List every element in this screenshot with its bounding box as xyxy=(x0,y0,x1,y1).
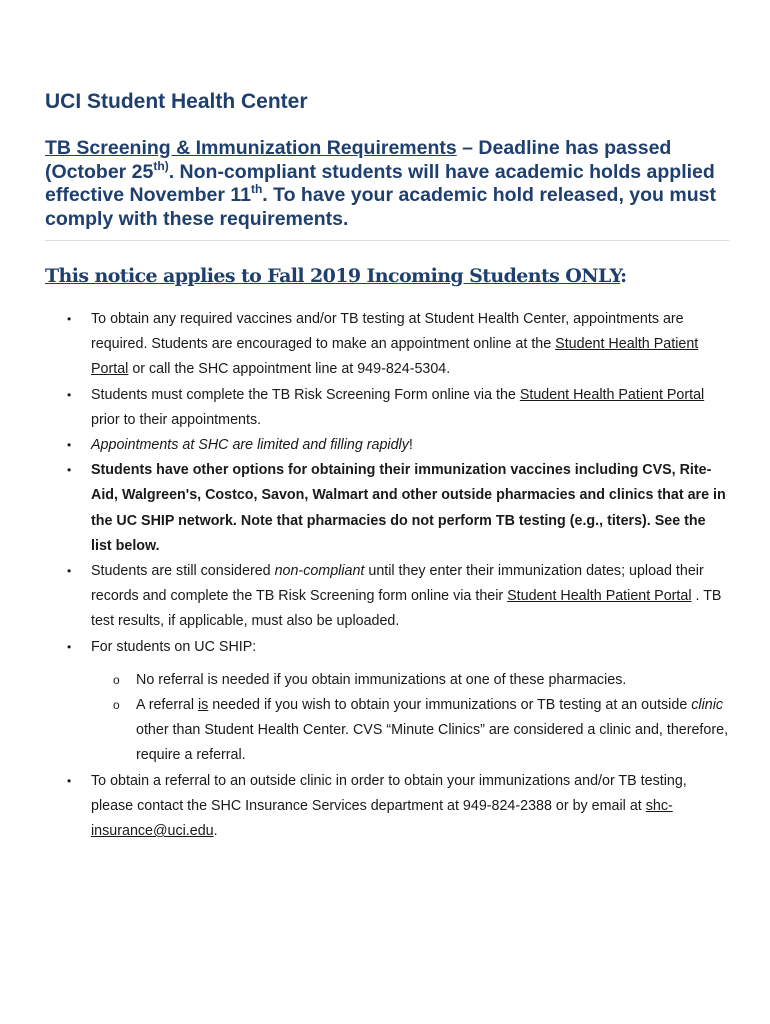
bullet-icon: • xyxy=(67,387,72,402)
sub-list-item: o A referral is needed if you wish to obtain your immunizations or TB testing at an outside clinic other than Student Health Center. CVS “Minute Clinics” are considered a clinic and, therefore, require a referral. xyxy=(91,693,729,769)
list-item: • Students must complete the TB Risk Screening Form online via the Student Health Patient Portal prior to their appointments. xyxy=(45,383,729,433)
deadline-notice: TB Screening & Immunization Requirements – Deadline has passed (October $25^{th)}$. Non-compliant students will have academic holds applied effective November 11th. To have your academic hold released, you must comply with these requirements. xyxy=(45,137,716,230)
tb-requirements-link[interactable]: TB Screening & Immunization Requirements xyxy=(45,137,457,159)
patient-portal-link[interactable]: Student Health Patient Portal xyxy=(91,336,699,378)
bullet-icon: • xyxy=(67,773,72,788)
list-item: • To obtain a referral to an outside clinic in order to obtain your immunizations and/or TB testing, please contact the SHC Insurance Services department at 949-824-2388 or by email at shc-insurance@uci.edu. xyxy=(45,769,729,845)
bullet-icon: • xyxy=(67,564,72,579)
list-item: • To obtain any required vaccines and/or TB testing at Student Health Center, appointments are required. Students are encouraged to make an appointment online at the Student Health Patient Portal or call the SHC appointment line at 949-824-5304. xyxy=(45,307,729,383)
bullet-icon: • xyxy=(67,639,72,654)
list-item: • For students on UC SHIP: o No referral is needed if you obtain immunizations at one of these pharmacies. o A referral is needed if you wish to obtain your immunizations or TB testing at an outside clinic other than Student Health Center. CVS “Minute Clinics” are considered a clinic and, therefore, require a referral. xyxy=(45,635,729,769)
bullet-icon: • xyxy=(67,463,72,478)
list-item: • Students have other options for obtaining their immunization vaccines including CVS, Rite-Aid, Walgreen's, Costco, Savon, Walmart and other outside pharmacies and clinics that are in the UC SHIP network. Note that pharmacies do not perform TB testing (e.g., titers). See the list below. xyxy=(45,458,729,559)
sub-list-item: o No referral is needed if you obtain immunizations at one of these pharmacies. xyxy=(91,668,729,693)
patient-portal-link[interactable]: Student Health Patient Portal xyxy=(519,386,705,403)
insurance-email-link[interactable]: shc-insurance@uci.edu xyxy=(91,797,673,840)
page-title: UCI Student Health Center xyxy=(45,90,308,113)
circle-bullet-icon: o xyxy=(113,698,120,713)
bullet-icon: • xyxy=(67,438,72,453)
divider xyxy=(45,240,729,241)
list-item: • Students are still considered non-compliant until they enter their immunization dates; upload their records and complete the TB Risk Screening form online via their Student Health Patient Portal . TB test results, if applicable, must also be uploaded. xyxy=(45,559,729,635)
requirements-list xyxy=(45,307,729,844)
bullet-icon: • xyxy=(67,312,72,326)
list-item: • Appointments at SHC are limited and filling rapidly! xyxy=(45,433,729,458)
patient-portal-link[interactable]: Student Health Patient Portal xyxy=(507,588,692,605)
uc-ship-sublist xyxy=(91,668,729,769)
circle-bullet-icon: o xyxy=(113,672,120,687)
applies-heading: This notice applies to Fall 2019 Incoming Students ONLY: xyxy=(45,265,627,287)
